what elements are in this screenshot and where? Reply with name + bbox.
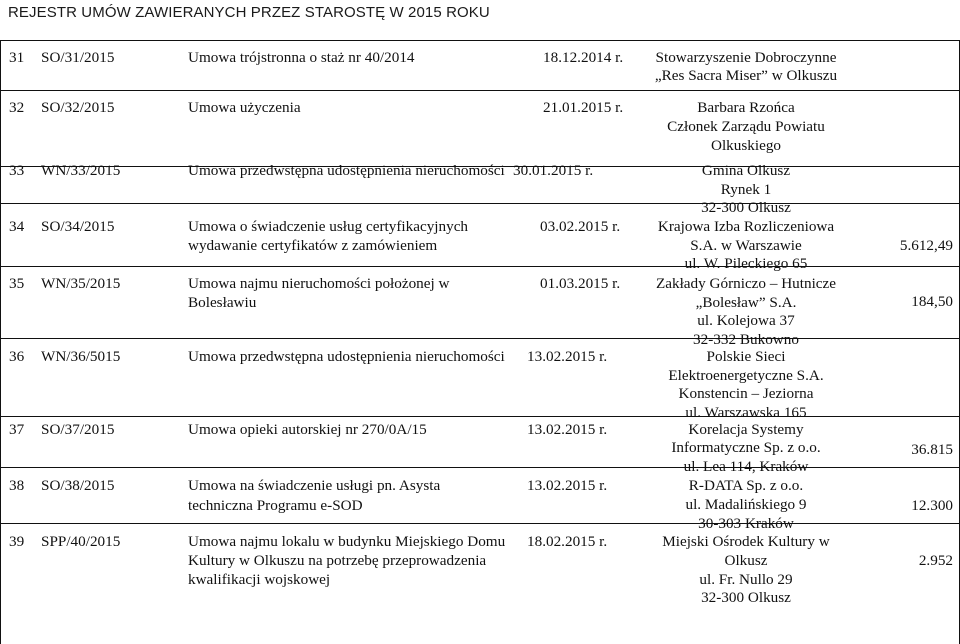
row-number: 33	[9, 162, 25, 179]
contract-date: 21.01.2015 r.	[543, 99, 624, 116]
contract-party-line: Olkuskiego	[710, 137, 782, 154]
contract-party-line: Stowarzyszenie Dobroczynne	[655, 49, 837, 66]
contract-subject-line: Kultury w Olkuszu na potrzebę przeprowadzenia	[188, 552, 487, 569]
contract-subject-line: Umowa najmu lokalu w budynku Miejskiego Domu	[188, 533, 506, 550]
contract-date: 18.12.2014 r.	[543, 49, 624, 66]
row-number: 38	[9, 477, 25, 494]
contract-party-line: Zakłady Górniczo – Hutnicze	[655, 275, 837, 292]
contract-sign: WN/36/5015	[41, 348, 121, 365]
contract-amount: 36.815	[911, 441, 953, 458]
row-number: 39	[9, 533, 25, 550]
contract-amount: 2.952	[918, 552, 953, 569]
contract-party-line: Członek Zarządu Powiatu	[667, 118, 825, 135]
contract-date: 01.03.2015 r.	[540, 275, 621, 292]
row-number: 34	[9, 218, 25, 235]
contract-subject: Umowa opieki autorskiej nr 270/0A/15	[188, 421, 427, 438]
contract-party-line: ul. Lea 114, Kraków	[683, 458, 809, 475]
row-number: 32	[9, 99, 25, 116]
row-number: 37	[9, 421, 25, 438]
contract-party-line: 32-332 Bukowno	[693, 331, 799, 348]
contract-subject-line: techniczna Programu e-SOD	[188, 497, 363, 514]
contract-date: 18.02.2015 r.	[527, 533, 608, 550]
contract-sign: SO/32/2015	[41, 99, 115, 116]
row-divider	[1, 90, 959, 91]
register-header	[0, 0, 960, 26]
contract-party-line: Korelacja Systemy	[688, 421, 804, 438]
contract-party-line: Konstencin – Jeziorna	[678, 385, 814, 402]
contract-subject: Umowa użyczenia	[188, 99, 301, 116]
contract-amount: 12.300	[911, 497, 953, 514]
contract-party-line: Rynek 1	[720, 181, 772, 198]
contract-subject: Umowa przedwstępna udostępnienia nieruchomości	[188, 348, 505, 365]
contract-party-line: 32-300 Olkusz	[701, 589, 791, 606]
contract-subject: Umowa przedwstępna udostępnienia nieruchomości	[188, 162, 505, 179]
contract-party-line: Krajowa Izba Rozliczeniowa	[657, 218, 835, 235]
contract-subject-line: Umowa na świadczenie usługi pn. Asysta	[188, 477, 441, 494]
contract-date: 13.02.2015 r.	[527, 421, 608, 438]
register-title: REJESTR UMÓW ZAWIERANYCH PRZEZ STAROSTĘ W 2015 ROKU	[8, 4, 490, 21]
row-number: 36	[9, 348, 25, 365]
contract-party-line: Miejski Ośrodek Kultury w	[662, 533, 830, 550]
contract-date: 03.02.2015 r.	[540, 218, 621, 235]
contract-party-line: ul. Kolejowa 37	[697, 312, 795, 329]
contract-sign: SPP/40/2015	[41, 533, 121, 550]
row-number: 31	[9, 49, 25, 66]
contract-date: 13.02.2015 r.	[527, 477, 608, 494]
contract-sign: SO/37/2015	[41, 421, 115, 438]
contract-subject-line: wydawanie certyfikatów z zamówieniem	[188, 237, 438, 254]
contract-subject-line: kwalifikacji wojskowej	[188, 571, 331, 588]
contract-party-line: Olkusz	[724, 552, 768, 569]
contract-party-line: Polskie Sieci	[706, 348, 786, 365]
contract-party-line: ul. Warszawska 165	[685, 404, 807, 421]
contract-party-line: ul. Madalińskiego 9	[685, 496, 807, 513]
contract-party-line: Barbara Rzońca	[697, 99, 795, 116]
contract-party-line: „Res Sacra Miser” w Olkuszu	[654, 67, 838, 84]
contract-party-line: 32-300 Olkusz	[701, 199, 791, 216]
contract-party-line: 30-303 Kraków	[698, 515, 794, 532]
contract-party-line: „Bolesław” S.A.	[695, 294, 797, 311]
contract-party-line: R-DATA Sp. z o.o.	[688, 477, 804, 494]
contract-sign: WN/35/2015	[41, 275, 121, 292]
row-number: 35	[9, 275, 25, 292]
contract-subject-line: Umowa najmu nieruchomości położonej w	[188, 275, 450, 292]
contract-sign: WN/33/2015	[41, 162, 121, 179]
contract-party-line: ul. W. Pileckiego 65	[684, 255, 808, 272]
contract-party-line: Informatyczne Sp. z o.o.	[671, 439, 821, 456]
contract-subject-line: Umowa o świadczenie usług certyfikacyjnych	[188, 218, 469, 235]
contract-sign: SO/38/2015	[41, 477, 115, 494]
contract-date: 13.02.2015 r.	[527, 348, 608, 365]
contracts-table	[0, 40, 960, 644]
contract-party-line: Gmina Olkusz	[701, 162, 791, 179]
contract-party-line: ul. Fr. Nullo 29	[699, 571, 793, 588]
contract-subject: Umowa trójstronna o staż nr 40/2014	[188, 49, 415, 66]
contract-amount: 5.612,49	[899, 237, 953, 254]
contract-party-line: Elektroenergetyczne S.A.	[668, 367, 824, 384]
contract-sign: SO/31/2015	[41, 49, 115, 66]
contract-sign: SO/34/2015	[41, 218, 115, 235]
contract-subject-line: Bolesławiu	[188, 294, 257, 311]
contract-amount: 184,50	[911, 293, 953, 310]
contract-party-line: S.A. w Warszawie	[690, 237, 802, 254]
contract-date: 30.01.2015 r.	[513, 162, 594, 179]
